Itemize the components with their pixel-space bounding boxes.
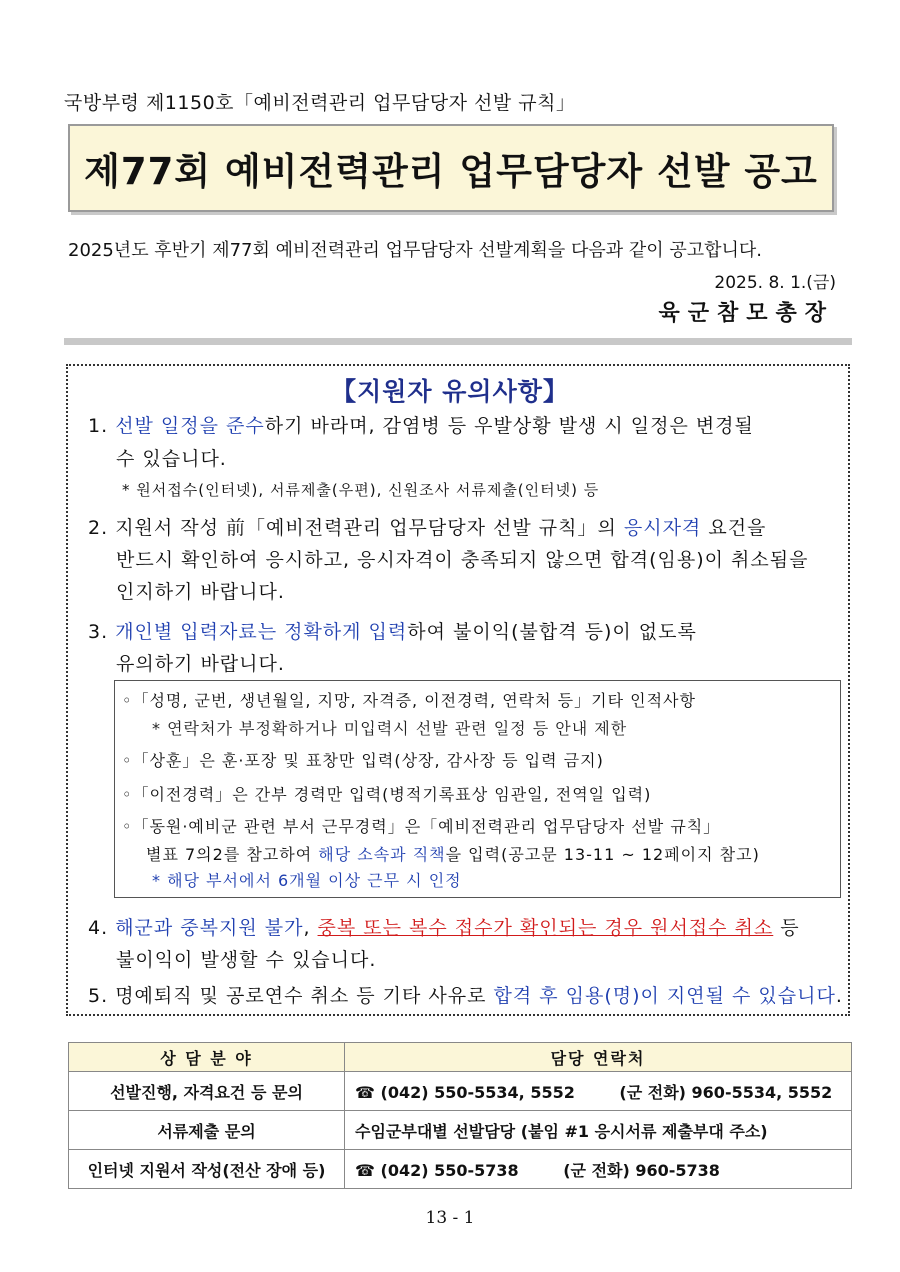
guide-line-5-text-end: 을 입력(공고문 13-11 ~ 12페이지 참고): [445, 845, 760, 864]
item-2: [88, 512, 766, 544]
item-3: [88, 616, 697, 648]
guide-line-5-highlight: 해당 소속과 직책: [318, 845, 446, 864]
table-cell-field: 인터넷 지원서 작성(전산 장애 등): [69, 1150, 345, 1189]
title-box: [68, 124, 834, 212]
item-1-highlight: 선발 일정을 준수: [115, 415, 265, 437]
table-cell-contact: ☎ (042) 550-5534, 5552 (군 전화) 960-5534, 5552: [345, 1072, 852, 1111]
table-cell-field: 서류제출 문의: [69, 1111, 345, 1150]
item-4: [88, 912, 800, 944]
item-2-num: 2.: [88, 517, 109, 539]
table-header-row: [69, 1043, 852, 1072]
table-header-field: 상 담 분 야: [69, 1043, 345, 1072]
guide-line-2: ◦「상훈」은 훈·포장 및 표창만 입력(상장, 감사장 등 입력 금지): [122, 751, 604, 770]
table-header-contact: 담당 연락처: [345, 1043, 852, 1072]
item-1: [88, 410, 754, 442]
item-1-line2: 수 있습니다.: [116, 448, 227, 470]
item-2-line3: 인지하기 바랍니다.: [116, 581, 285, 603]
item-2-text-end: 요건을: [701, 517, 767, 539]
item-5-text-end: .: [835, 985, 843, 1007]
item-1-num: 1.: [88, 415, 109, 437]
table-row: [69, 1150, 852, 1189]
item-3-text: 하여 불이익(불합격 등)이 없도록: [407, 621, 697, 643]
item-2-text: 지원서 작성 前「예비전력관리 업무담당자 선발 규칙」의: [115, 517, 624, 539]
item-4-text-end: 등: [773, 917, 800, 939]
issuer: 육군참모총장: [658, 301, 834, 326]
guide-line-1: ◦「성명, 군번, 생년월일, 지망, 자격증, 이전경력, 연락처 등」기타 인적사항: [122, 691, 696, 710]
item-5-highlight: 합격 후 임용(명)이 지연될 수 있습니다: [493, 985, 836, 1007]
item-3-highlight: 개인별 입력자료는 정확하게 입력: [115, 621, 408, 643]
table-cell-contact: ☎ (042) 550-5738 (군 전화) 960-5738: [345, 1150, 852, 1189]
item-2-line2: 반드시 확인하여 응시하고, 응시자격이 충족되지 않으면 합격(임용)이 취소됨을: [116, 549, 809, 571]
item-4-num: 4.: [88, 917, 109, 939]
regulation-line: 국방부령 제1150호「예비전력관리 업무담당자 선발 규칙」: [64, 92, 576, 114]
table-row: [69, 1111, 852, 1150]
item-3-num: 3.: [88, 621, 109, 643]
item-4-line2: 불이익이 발생할 수 있습니다.: [116, 949, 377, 971]
item-1-note: * 원서접수(인터넷), 서류제출(우편), 신원조사 서류제출(인터넷) 등: [122, 481, 600, 499]
page-number: 13 - 1: [425, 1208, 475, 1228]
item-4-sep: ,: [303, 917, 318, 939]
contact-table: [68, 1042, 852, 1189]
notice-title: 【지원자 유의사항】: [331, 377, 569, 406]
item-5-num: 5.: [88, 985, 109, 1007]
item-4-highlight-blue: 해군과 중복지원 불가: [115, 917, 304, 939]
item-3-line2: 유의하기 바랍니다.: [116, 653, 285, 675]
intro-text: 2025년도 후반기 제77회 예비전력관리 업무담당자 선발계획을 다음과 같이 공고합니다.: [68, 240, 763, 261]
guide-note-2: * 해당 부서에서 6개월 이상 근무 시 인정: [152, 871, 462, 890]
item-5-text: 명예퇴직 및 공로연수 취소 등 기타 사유로: [115, 985, 494, 1007]
item-4-highlight-red: 중복 또는 복수 접수가 확인되는 경우 원서접수 취소: [317, 917, 774, 939]
guide-line-5: [146, 842, 760, 865]
item-5: [88, 980, 843, 1012]
divider-bar: [64, 338, 852, 345]
table-row: [69, 1072, 852, 1111]
notice-date: 2025. 8. 1.(금): [714, 273, 836, 293]
table-cell-field: 선발진행, 자격요건 등 문의: [69, 1072, 345, 1111]
guide-line-3: ◦「이전경력」은 간부 경력만 입력(병적기록표상 임관일, 전역일 입력): [122, 785, 652, 804]
page-title: 제77회 예비전력관리 업무담당자 선발 공고: [84, 150, 818, 193]
item-2-highlight: 응시자격: [623, 517, 702, 539]
table-cell-contact: 수임군부대별 선발담당 (붙임 #1 응시서류 제출부대 주소): [345, 1111, 852, 1150]
guide-note-1: * 연락처가 부정확하거나 미입력시 선발 관련 일정 등 안내 제한: [152, 719, 628, 738]
guide-line-4: ◦「동원·예비군 관련 부서 근무경력」은「예비전력관리 업무담당자 선발 규칙」: [122, 817, 721, 836]
item-1-text: 하기 바라며, 감염병 등 우발상황 발생 시 일정은 변경될: [264, 415, 754, 437]
guide-line-5-text: 별표 7의2를 참고하여: [146, 845, 319, 864]
